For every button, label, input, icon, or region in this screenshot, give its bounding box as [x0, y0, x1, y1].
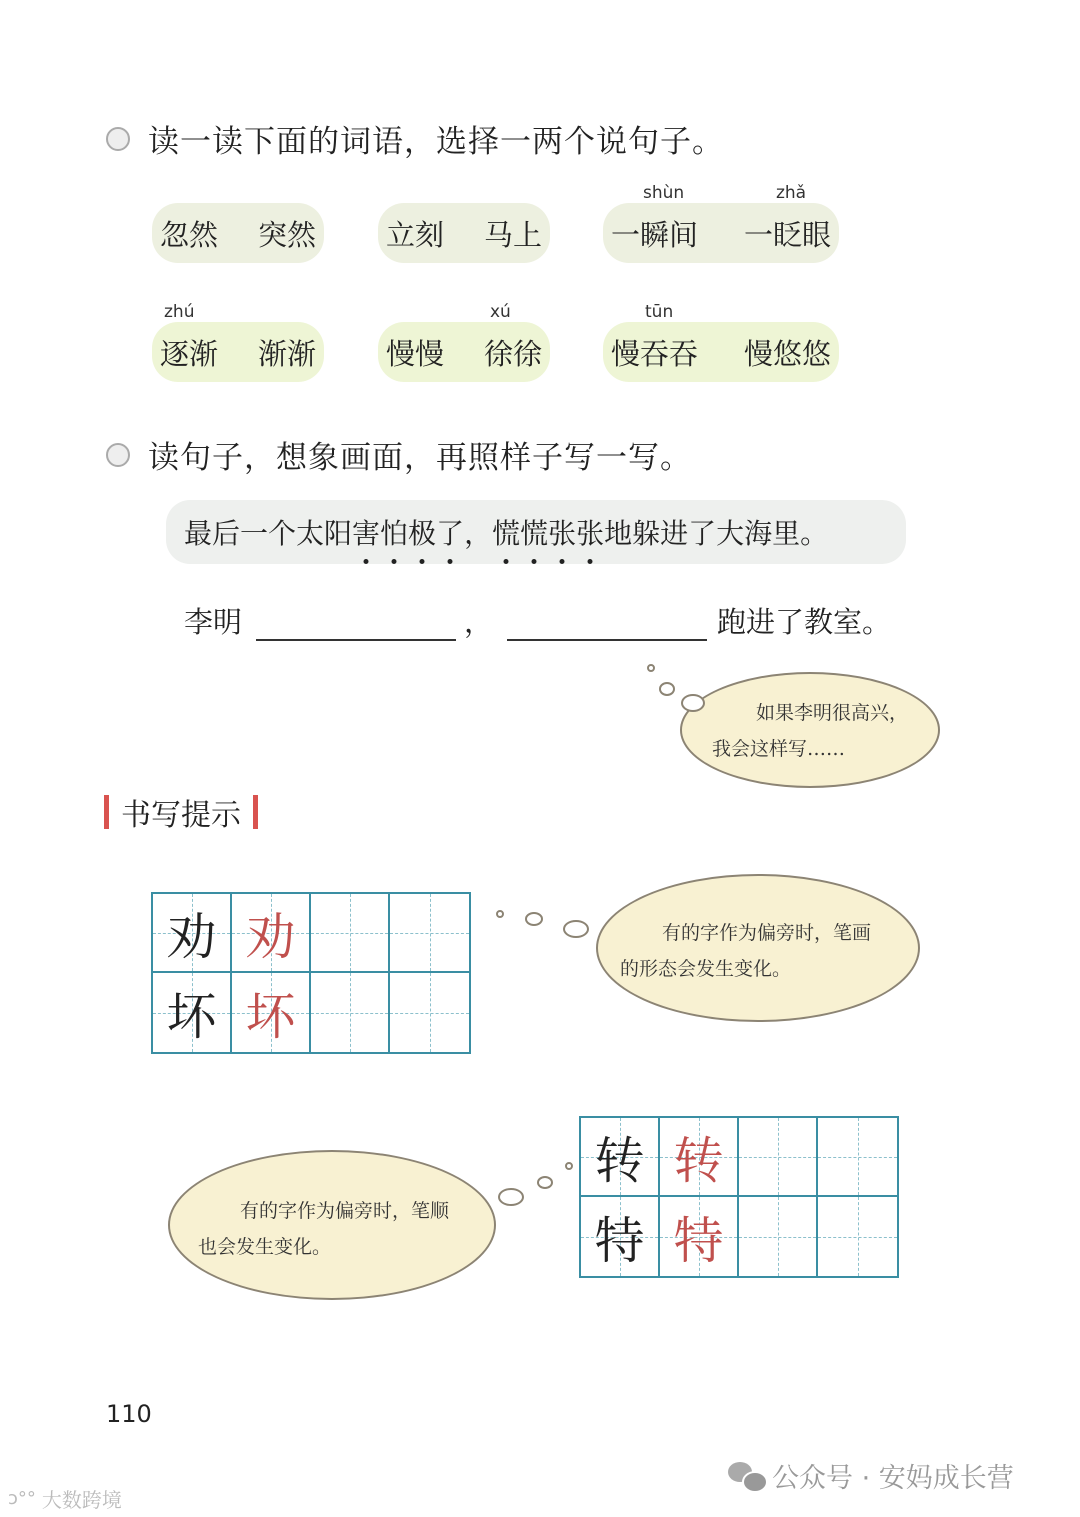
thought-dot — [496, 910, 504, 918]
word: zhǎ 一眨眼 — [743, 182, 831, 252]
word: 立刻 — [386, 217, 445, 252]
grid-cell: 转 — [660, 1118, 739, 1197]
section-heading-words — [106, 116, 724, 161]
word: 慢慢 — [386, 336, 445, 371]
emphasis-char: 害 — [352, 512, 380, 552]
section-bullet-icon — [106, 443, 130, 467]
pinyin: zhǎ — [775, 182, 807, 203]
bubble-text: 的形态会发生变化。 — [620, 958, 792, 980]
writing-grid-1 — [151, 892, 471, 1054]
bubble-text: 有的字作为偏旁时，笔顺 — [240, 1200, 450, 1222]
bubble-text: 也会发生变化。 — [198, 1236, 332, 1258]
section-bullet-icon — [106, 127, 130, 151]
thought-bubble-order-tip — [168, 1150, 496, 1300]
word: 慢悠悠 — [743, 336, 831, 371]
bubble-text: 我会这样写…… — [712, 738, 846, 760]
thought-dot — [681, 694, 705, 712]
emphasis-char: 张 — [576, 512, 604, 552]
grid-cell[interactable] — [739, 1197, 818, 1276]
thought-dot — [647, 664, 655, 672]
word: shùn 一瞬间 — [611, 182, 699, 252]
word-group — [152, 203, 324, 263]
emphasis-char: 了 — [436, 512, 464, 552]
thought-dot — [498, 1188, 524, 1206]
title-bar — [104, 795, 109, 829]
thought-dot — [563, 920, 589, 938]
thought-dot — [537, 1176, 553, 1189]
emphasis-char: 怕 — [380, 512, 408, 552]
emphasis-char: 慌 — [492, 512, 520, 552]
logo-icon: ↄ°° — [8, 1488, 36, 1509]
writing-tips-title — [104, 790, 258, 834]
grid-cell: 劝 — [232, 894, 311, 973]
heading-text: 读句子，想象画面，再照样子写一写。 — [148, 440, 692, 476]
thought-bubble-hint — [680, 672, 940, 788]
grid-cell[interactable] — [311, 894, 390, 973]
pinyin: tūn — [645, 301, 674, 322]
word-group — [603, 301, 839, 382]
word-group — [378, 203, 550, 263]
thought-bubble-stroke-tip — [596, 874, 920, 1022]
grid-cell: 坏 — [153, 973, 232, 1052]
sentence-part: ， — [464, 517, 493, 550]
grid-cell: 特 — [581, 1197, 660, 1276]
sentence-part: 最后一个太阳 — [184, 517, 353, 550]
word: 突然 — [257, 217, 316, 252]
subject-text: 李明 — [184, 605, 243, 639]
writing-grid-2 — [579, 1116, 899, 1278]
title-text: 书写提示 — [121, 798, 241, 833]
section-heading-sentence — [106, 432, 692, 477]
emphasis-char: 极 — [408, 512, 436, 552]
grid-cell: 坏 — [232, 973, 311, 1052]
title-bar — [253, 795, 258, 829]
pinyin: xú — [489, 301, 511, 322]
word: zhú 逐渐 — [160, 301, 219, 371]
watermark-left — [8, 1484, 122, 1513]
word-group — [603, 182, 839, 263]
answer-blank-1[interactable] — [256, 615, 456, 641]
word-group — [152, 301, 324, 382]
comma: ， — [464, 605, 494, 639]
answer-blank-2[interactable] — [507, 615, 707, 641]
exercise-sentence — [184, 600, 891, 641]
page-number: 110 — [106, 1400, 152, 1428]
emphasis-char: 张 — [548, 512, 576, 552]
word: 忽然 — [160, 217, 219, 252]
example-sentence — [166, 500, 906, 564]
word: tūn 慢吞吞 — [611, 301, 699, 371]
word: 渐渐 — [257, 336, 316, 371]
thought-dot — [659, 682, 675, 696]
grid-cell[interactable] — [311, 973, 390, 1052]
word: 马上 — [483, 217, 542, 252]
grid-cell: 转 — [581, 1118, 660, 1197]
sentence-part: 地躲进了大海里。 — [604, 517, 829, 550]
watermark-text: 大数跨境 — [41, 1488, 122, 1512]
word-group — [378, 301, 550, 382]
grid-cell[interactable] — [390, 973, 469, 1052]
grid-cell[interactable] — [739, 1118, 818, 1197]
watermark-right — [728, 1456, 1014, 1495]
ending-text: 跑进了教室。 — [717, 605, 892, 639]
wechat-icon — [728, 1462, 764, 1490]
pinyin: zhú — [164, 301, 195, 322]
thought-dot — [565, 1162, 573, 1170]
grid-cell[interactable] — [818, 1197, 897, 1276]
thought-dot — [525, 912, 543, 926]
grid-cell: 劝 — [153, 894, 232, 973]
watermark-text: 公众号 · 安妈成长营 — [772, 1463, 1014, 1494]
grid-cell[interactable] — [390, 894, 469, 973]
emphasis-char: 慌 — [520, 512, 548, 552]
heading-text: 读一读下面的词语，选择一两个说句子。 — [148, 124, 724, 160]
pinyin: shùn — [643, 182, 685, 203]
bubble-text: 如果李明很高兴， — [756, 702, 909, 724]
grid-cell: 特 — [660, 1197, 739, 1276]
bubble-text: 有的字作为偏旁时，笔画 — [662, 922, 872, 944]
word: xú 徐徐 — [483, 301, 542, 371]
grid-cell[interactable] — [818, 1118, 897, 1197]
